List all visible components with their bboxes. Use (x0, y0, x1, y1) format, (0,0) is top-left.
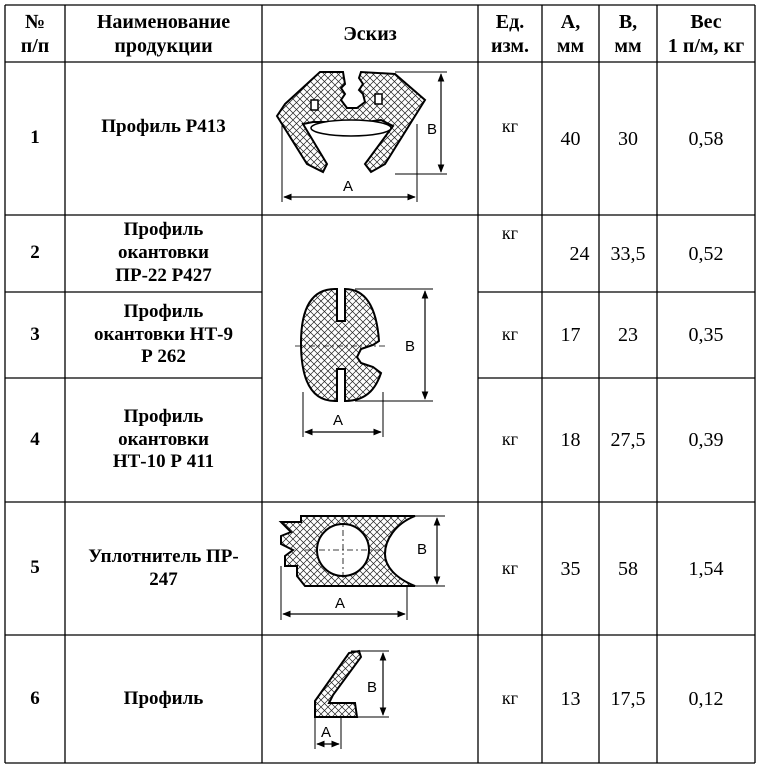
row-4-b: 27,5 (610, 429, 646, 451)
sketch-profile-6 (265, 637, 475, 761)
sketch-2-label-a: А (333, 412, 344, 429)
sketch-seal-pr247 (265, 504, 475, 634)
row-1-b: 30 (618, 127, 638, 150)
row-3-b: 23 (618, 324, 638, 346)
row-4-a: 18 (560, 429, 581, 451)
sketch-1-label-a: А (343, 178, 354, 195)
header-no: № п/п (20, 10, 50, 57)
row-6-no: 6 (30, 687, 40, 709)
row-5-unit: кг (501, 557, 519, 578)
sketch-profile-okantovki (265, 217, 475, 500)
row-1-weight: 0,58 (688, 127, 724, 150)
row-2-b: 33,5 (610, 242, 646, 265)
row-3-weight: 0,35 (688, 324, 724, 346)
row-2-no: 2 (30, 242, 40, 264)
row-6-a: 13 (560, 688, 581, 710)
sketch-1-label-b: В (427, 121, 438, 138)
row-2-a: 24 (569, 242, 590, 265)
row-4-name: Профиль окантовки НТ-10 Р 411 (112, 405, 215, 473)
row-2-name: Профиль окантовки ПР-22 Р427 (115, 219, 212, 286)
row-1-unit: кг (501, 116, 519, 137)
row-4-weight: 0,39 (688, 429, 724, 451)
row-4-unit: кг (501, 429, 519, 450)
row-6-weight: 0,12 (688, 688, 724, 710)
sketch-6-label-a: А (321, 724, 332, 741)
row-5-weight: 1,54 (688, 557, 724, 580)
row-3-unit: кг (501, 324, 519, 345)
row-1-name: Профиль Р413 (101, 115, 226, 137)
row-2-unit: кг (501, 223, 519, 243)
sketch-5-label-a: А (335, 595, 346, 612)
header-sketch: Эскиз (343, 22, 397, 45)
sketch-2-label-b: В (405, 338, 416, 355)
header-a: А, мм (556, 10, 585, 57)
row-6-unit: кг (501, 688, 519, 709)
sketch-5-label-b: В (417, 541, 428, 558)
row-3-a: 17 (560, 324, 581, 346)
row-1-a: 40 (560, 127, 581, 150)
header-weight: Вес 1 п/м, кг (667, 10, 745, 57)
row-5-a: 35 (560, 557, 581, 580)
row-5-b: 58 (618, 557, 638, 580)
row-1-no: 1 (30, 127, 40, 149)
sketch-6-label-b: В (367, 679, 378, 696)
row-6-name: Профиль (123, 687, 204, 709)
header-b: В, мм (614, 10, 642, 57)
row-5-no: 5 (30, 557, 40, 579)
header-unit: Ед. изм. (491, 10, 529, 57)
header-name: Наименование продукции (96, 10, 231, 57)
sketch-profile-p413 (265, 64, 475, 214)
row-4-no: 4 (30, 428, 40, 450)
row-5-name: Уплотнитель ПР- 247 (88, 545, 239, 590)
row-2-weight: 0,52 (688, 242, 724, 265)
row-6-b: 17,5 (610, 688, 646, 710)
row-3-no: 3 (30, 323, 40, 345)
row-3-name: Профиль окантовки НТ-9 Р 262 (94, 300, 233, 368)
